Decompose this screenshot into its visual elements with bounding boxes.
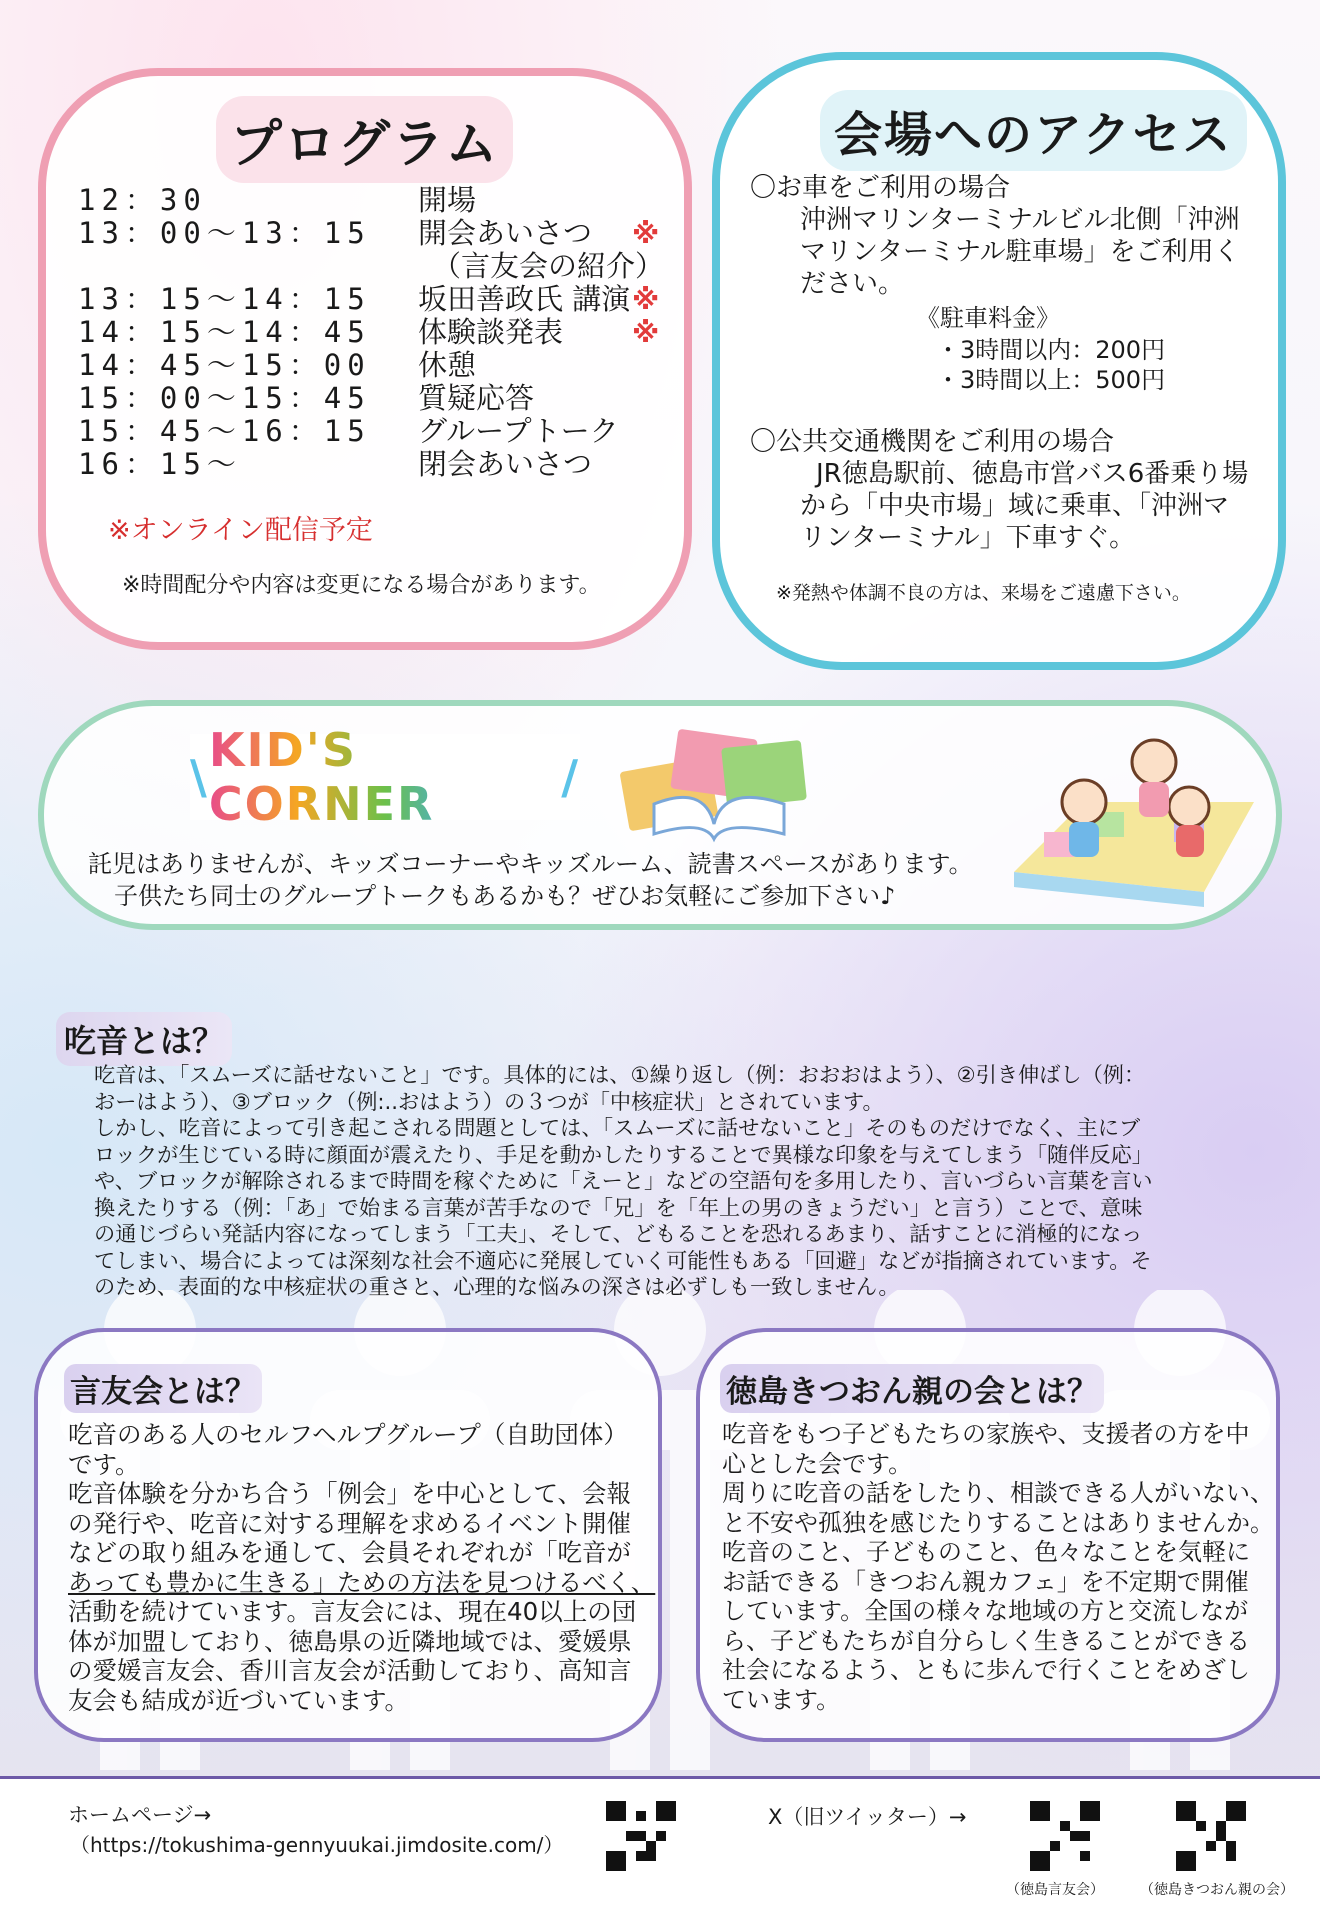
- transit-line: JR徳島駅前、徳島市営バス6番乗り場: [816, 459, 1249, 489]
- program-row: [78, 283, 630, 316]
- oyanokai-x-qr-code-icon[interactable]: [1176, 1801, 1246, 1871]
- stutter-line: 吃音は、「スムーズに話せないこと」です。具体的には、①繰り返し（例：おおおはよう）、②引き伸ばし（例：: [94, 1062, 1146, 1087]
- transit-heading: 〇公共交通機関をご利用の場合: [750, 427, 1115, 457]
- children-playing-illustration: [1004, 722, 1264, 912]
- genyukai-line: 吃音のある人のセルフヘルプグループ（自助団体）: [68, 1420, 628, 1449]
- program-row: [78, 217, 592, 250]
- oyanokai-line: 吃音をもつ子どもたちの家族や、支援者の方を中: [722, 1420, 1250, 1448]
- online-mark: ※: [632, 283, 660, 316]
- program-time: 12：30: [78, 183, 207, 217]
- stutter-line: おーはよう）、③ブロック（例:..おはよう）の３つが「中核症状」とされています。: [94, 1088, 884, 1114]
- program-row: [78, 415, 619, 448]
- kids-corner-logo: \ KID'S CORNER /: [190, 723, 580, 831]
- program-row: [78, 349, 476, 382]
- genyukai-line: の発行や、吃音に対する理解を求めるイベント開催: [68, 1508, 632, 1538]
- books-illustration: [614, 724, 814, 844]
- homepage-qr-code-icon[interactable]: [606, 1801, 676, 1871]
- health-note: ※発熱や体調不良の方は、来場をご遠慮下さい。: [776, 582, 1191, 604]
- genyukai-line: などの取り組みを通して、会員それぞれが「吃音が: [68, 1538, 632, 1567]
- stutter-line: や、ブロックが解除されるまで時間を稼ぐために「えーと」などの空語句を多用したり、言いづらい言葉を言い: [94, 1168, 1153, 1193]
- parking-fee-line: ・3時間以上：500円: [936, 366, 1166, 394]
- genyukai-line: 活動を続けています。言友会には、現在40以上の団: [68, 1597, 637, 1626]
- genyukai-line: 吃音体験を分かち合う「例会」を中心として、会報: [68, 1479, 632, 1508]
- genyukai-line: の愛媛言友会、香川言友会が活動しており、高知言: [68, 1656, 632, 1685]
- genyukai-panel: [34, 1328, 662, 1742]
- qr-caption-genyukai: （徳島言友会）: [1006, 1882, 1104, 1898]
- car-line: 沖洲マリンターミナルビル北側「沖洲: [800, 205, 1240, 235]
- qr-caption-oyanokai: （徳島きつおん親の会）: [1140, 1882, 1294, 1898]
- stutter-description: [94, 1062, 1254, 1301]
- homepage-url[interactable]: （https://tokushima-gennyuukai.jimdosite.com/）: [70, 1833, 564, 1857]
- genyukai-description: [68, 1420, 655, 1715]
- x-twitter-label: X（旧ツイッター）→: [768, 1805, 967, 1829]
- stutter-line: ロックが生じている時に顔面が震えたり、手足を動かしたりすることで異様な印象を与えてしまう「随伴反応」: [94, 1141, 1153, 1167]
- oyanokai-line: 周りに吃音の話をしたり、相談できる人がいない、: [722, 1479, 1274, 1507]
- oyanokai-line: しています。全国の様々な地域の方と交流しなが: [722, 1597, 1249, 1625]
- kids-corner-text: 子供たち同士のグループトークもあるかも？ぜひお気軽にご参加下さい♪: [114, 882, 896, 910]
- stutter-title: 吃音とは？: [56, 1012, 232, 1066]
- program-item: グループトーク: [418, 414, 619, 448]
- oyanokai-title: 徳島きつおん親の会とは？: [720, 1364, 1104, 1413]
- online-mark: ※: [632, 217, 660, 250]
- stutter-line: の通じづらい発話内容になってしまう「工夫」、そして、どもることを恐れるあまり、話すことに消極的になっ: [94, 1221, 1143, 1246]
- oyanokai-line: 心とした会です。: [722, 1449, 913, 1478]
- car-line: ださい。: [800, 269, 905, 299]
- genyukai-line: あっても豊かに生きる」ための方法を見つけるべく、: [68, 1567, 656, 1597]
- program-item: 質疑応答: [418, 381, 535, 415]
- program-item: 開会あいさつ: [418, 216, 593, 250]
- program-item: 閉会あいさつ: [418, 447, 593, 481]
- car-heading: 〇お車をご利用の場合: [750, 173, 1011, 203]
- program-time: 14：15～14：45: [78, 315, 371, 349]
- program-time: 15：00～15：45: [78, 381, 371, 415]
- program-row: [78, 250, 664, 283]
- stutter-line: てしまい、場合によっては深刻な社会不適応に発展していく可能性もある「回避」などが指摘されています。そ: [94, 1247, 1152, 1273]
- genyukai-line: 体が加盟しており、徳島県の近隣地域では、愛媛県: [68, 1626, 632, 1656]
- genyukai-title: 言友会とは？: [64, 1364, 262, 1413]
- online-stream-note: ※オンライン配信予定: [108, 515, 373, 546]
- program-panel: [38, 68, 692, 650]
- program-row: [78, 184, 476, 217]
- oyanokai-line: ら、子どもたちが自分らしく生きることができる: [722, 1626, 1250, 1655]
- oyanokai-line: 社会になるよう、ともに歩んで行くことをめざし: [722, 1656, 1250, 1684]
- oyanokai-line: と不安や孤独を感じたりすることはありませんか。: [722, 1508, 1274, 1537]
- access-panel: [712, 52, 1286, 670]
- footer: [0, 1779, 1320, 1920]
- kids-corner-text: 託児はありませんが、キッズコーナーやキッズルーム、読書スペースがあります。: [88, 850, 973, 878]
- oyanokai-panel: [696, 1328, 1280, 1742]
- program-item: 坂田善政氏 講演: [418, 282, 631, 316]
- stutter-line: しかし、吃音によって引き起こされる問題としては、「スムーズに話せないこと」そのものだけでなく、主にブ: [94, 1115, 1141, 1140]
- genyukai-line: 友会も結成が近づいています。: [68, 1685, 410, 1715]
- car-line: マリンターミナル駐車場」をご利用く: [800, 237, 1240, 267]
- parking-fee-line: ・3時間以内：200円: [936, 336, 1166, 364]
- oyanokai-line: 吃音のこと、子どものこと、色々なことを気軽に: [722, 1538, 1250, 1566]
- program-row: [78, 448, 592, 481]
- homepage-label: ホームページ→: [68, 1803, 212, 1827]
- program-item: 体験談発表: [418, 315, 564, 349]
- program-time: 13：00～13：15: [78, 216, 371, 250]
- program-time: 13：15～14：15: [78, 282, 371, 316]
- oyanokai-line: お話できる「きつおん親カフェ」を不定期で開催: [722, 1567, 1249, 1596]
- program-row: [78, 382, 534, 415]
- program-time: 16：15～: [78, 447, 242, 481]
- program-title: プログラム: [216, 96, 513, 183]
- transit-line: から「中央市場」域に乗車、「沖洲マ: [800, 491, 1230, 521]
- program-time: 15：45～16：15: [78, 414, 371, 448]
- stutter-line: 換えたりする（例：「あ」で始まる言葉が苦手なので「兄」を「年上の男のきょうだい」と言う）ことで、意味: [94, 1194, 1143, 1220]
- program-item: 休憩: [418, 348, 477, 382]
- program-item: 開場: [418, 183, 477, 217]
- online-mark: ※: [632, 316, 660, 349]
- genyukai-x-qr-code-icon[interactable]: [1030, 1801, 1100, 1871]
- oyanokai-description: [722, 1420, 1274, 1715]
- stutter-line: のため、表面的な中核症状の重さと、心理的な悩みの深さは必ずしも一致しません。: [94, 1274, 900, 1299]
- program-item: （言友会の紹介）: [432, 249, 665, 283]
- kids-corner-panel: [38, 700, 1282, 930]
- schedule-change-note: ※時間配分や内容は変更になる場合があります。: [122, 573, 601, 598]
- parking-fee-heading: 《駐車料金》: [916, 304, 1060, 332]
- oyanokai-line: ています。: [722, 1685, 841, 1714]
- program-row: [78, 316, 563, 349]
- genyukai-line: です。: [68, 1449, 140, 1479]
- kids-corner-logo-text: KID'S CORNER: [209, 723, 561, 831]
- access-title: 会場へのアクセス: [820, 90, 1247, 171]
- transit-line: リンターミナル」下車すぐ。: [800, 523, 1136, 553]
- program-time: 14：45～15：00: [78, 348, 371, 382]
